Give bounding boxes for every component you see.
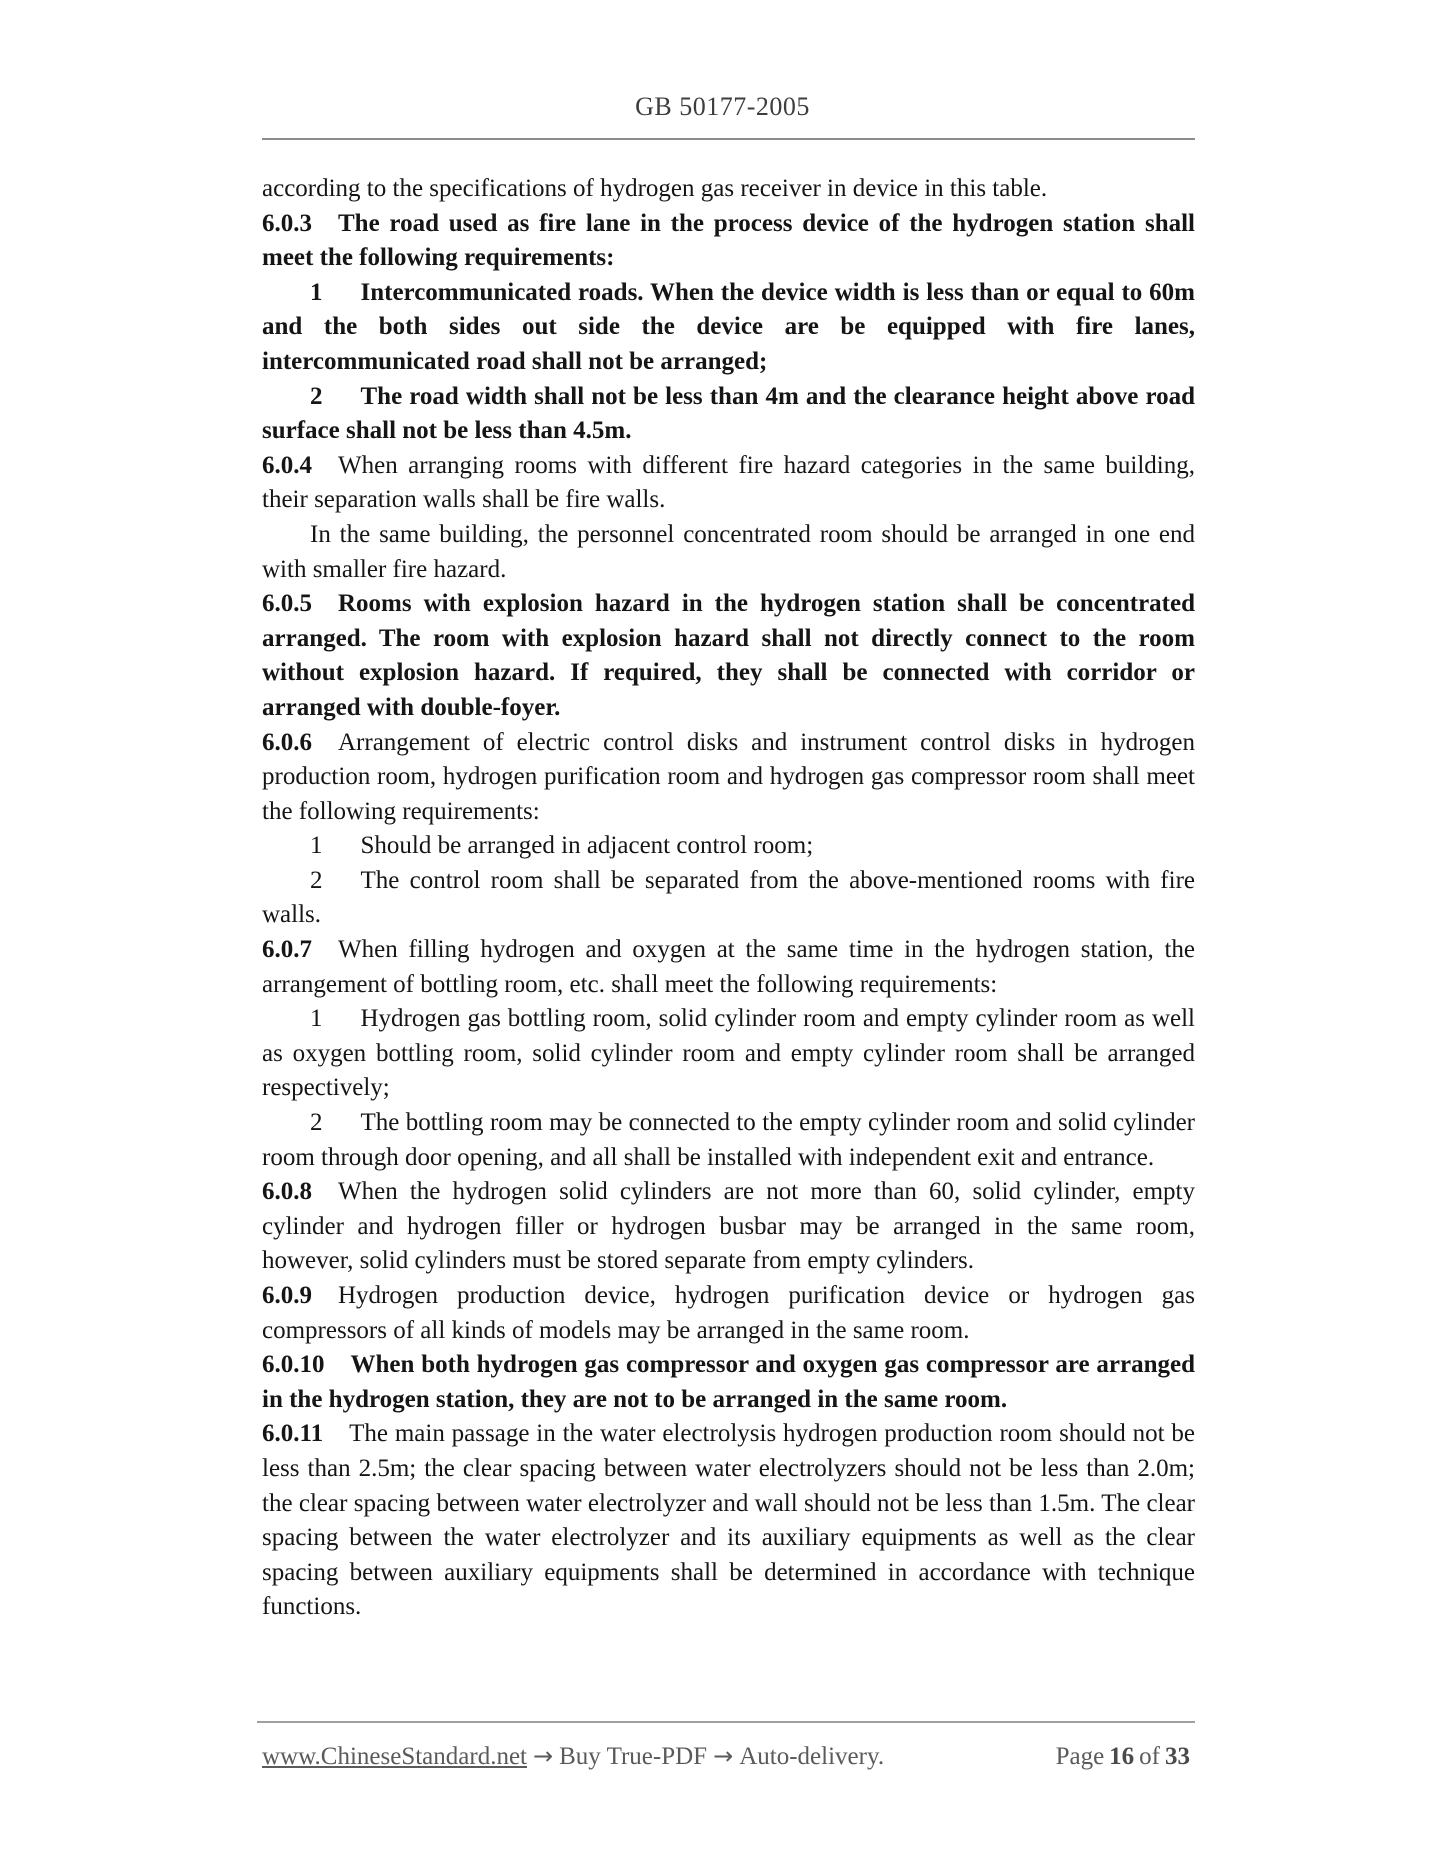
paragraph-2 xyxy=(262,864,1195,933)
paragraph-text: Intercommunicated roads. When the device width is less than or equal to 60m and the both sides out side the device are be equipped with fire lanes, intercommunicated road shall not be arranged; xyxy=(262,278,1195,375)
paragraph-6.0.9 xyxy=(262,1279,1195,1348)
paragraph-6.0.5 xyxy=(262,587,1195,725)
page-indicator xyxy=(1056,1743,1195,1771)
paragraph-text: When both hydrogen gas compressor and oxygen gas compressor are arranged in the hydrogen station, they are not to be arranged in the same room. xyxy=(262,1351,1195,1413)
paragraph-6.0.11 xyxy=(262,1417,1195,1625)
paragraph-text: In the same building, the personnel concentrated room should be arranged in one end with smaller fire hazard. xyxy=(262,520,1195,583)
paragraph-label: 2 xyxy=(310,866,323,894)
document-body xyxy=(262,172,1195,1625)
paragraph-6.0.4 xyxy=(262,449,1195,518)
paragraph-label: 6.0.7 xyxy=(262,936,312,964)
standard-number: GB 50177-2005 xyxy=(635,92,810,121)
paragraph-label: 6.0.9 xyxy=(262,1282,312,1309)
paragraph-label: 6.0.3 xyxy=(262,209,312,237)
auto-delivery-label: Auto-delivery. xyxy=(739,1743,885,1770)
page-label: Page xyxy=(1055,1743,1105,1770)
paragraph-6.0.8 xyxy=(262,1175,1195,1279)
paragraph-text: Rooms with explosion hazard in the hydrogen station shall be concentrated arranged. The room with explosion hazard shall not directly connect to the room without explosion hazard. If required, they shall be connected with corridor or arranged with double-foyer. xyxy=(262,590,1195,721)
paragraph-0 xyxy=(262,172,1195,207)
paragraph-label: 6.0.5 xyxy=(262,590,312,618)
paragraph-2 xyxy=(262,1106,1195,1175)
paragraph-label: 6.0.4 xyxy=(262,451,312,479)
header-divider xyxy=(262,138,1195,140)
paragraph-6.0.7 xyxy=(262,933,1195,1002)
buy-true-pdf-label: Buy True-PDF xyxy=(559,1743,708,1770)
paragraph-6.0.3 xyxy=(262,207,1195,276)
paragraph-6.0.6 xyxy=(262,726,1195,830)
page-current: 16 xyxy=(1109,1743,1135,1770)
paragraph-text: When arranging rooms with different fire hazard categories in the same building, their separation walls shall be fire walls. xyxy=(262,451,1195,514)
paragraph-1 xyxy=(262,1002,1195,1106)
paragraph-text: When the hydrogen solid cylinders are not more than 60, solid cylinder, empty cylinder and hydrogen filler or hydrogen busbar may be arranged in the same room, however, solid cylinders must be stored separate from empty cylinders. xyxy=(262,1178,1195,1275)
arrow-icon: → xyxy=(713,1742,734,1770)
paragraph-label: 6.0.10 xyxy=(262,1351,325,1379)
paragraph-text: When filling hydrogen and oxygen at the same time in the hydrogen station, the arrangement of bottling room, etc. shall meet the following requirements: xyxy=(262,936,1195,998)
footer-left xyxy=(262,1742,884,1771)
paragraph-1 xyxy=(262,829,1195,864)
paragraph-text: The main passage in the water electrolysis hydrogen production room should not be less than 2.5m; the clear spacing between water electrolyzers should not be less than 2.0m; the clear spacing between water electrolyzer and wall should not be less than 1.5m. The clear spacing between the water electrolyzer and its auxiliary equipments as well as the clear spacing between auxiliary equipments shall be determined in accordance with technique functions. xyxy=(262,1420,1195,1621)
paragraph-text: according to the specifications of hydrogen gas receiver in device in this table. xyxy=(262,175,1048,202)
footer-divider xyxy=(257,1721,1195,1723)
paragraph-label: 1 xyxy=(310,1005,323,1033)
paragraph-text: The bottling room may be connected to the empty cylinder room and solid cylinder room through door opening, and all shall be installed with independent exit and entrance. xyxy=(262,1109,1195,1171)
footer xyxy=(262,1742,1195,1771)
paragraph-text: Should be arranged in adjacent control room; xyxy=(360,832,814,860)
arrow-icon: → xyxy=(533,1742,554,1770)
paragraph-1 xyxy=(262,276,1195,380)
paragraph-label: 2 xyxy=(310,382,323,410)
of-label: of xyxy=(1139,1743,1160,1770)
paragraph-label: 6.0.11 xyxy=(262,1420,324,1448)
paragraph-text: Hydrogen production device, hydrogen purification device or hydrogen gas compressors of all kinds of models may be arranged in the same room. xyxy=(262,1282,1195,1344)
paragraph-label: 6.0.8 xyxy=(262,1178,312,1206)
paragraph-text: The road used as fire lane in the process device of the hydrogen station shall meet the following requirements: xyxy=(262,209,1195,272)
paragraph-6.0.10 xyxy=(262,1348,1195,1417)
paragraph-text: The control room shall be separated from the above-mentioned rooms with fire walls. xyxy=(262,866,1195,929)
paragraph-text: The road width shall not be less than 4m and the clearance height above road surface shall not be less than 4.5m. xyxy=(262,382,1195,445)
paragraph-label: 1 xyxy=(310,278,323,306)
paragraph-2 xyxy=(262,380,1195,449)
paragraph-5 xyxy=(262,518,1195,587)
paragraph-text: Arrangement of electric control disks and instrument control disks in hydrogen production room, hydrogen purification room and hydrogen gas compressor room shall meet the following requirements: xyxy=(262,728,1195,825)
page-total: 33 xyxy=(1165,1743,1190,1770)
paragraph-label: 2 xyxy=(310,1109,323,1137)
paragraph-label: 1 xyxy=(310,832,323,860)
paragraph-text: Hydrogen gas bottling room, solid cylinder room and empty cylinder room as well as oxygen bottling room, solid cylinder room and empty cylinder room shall be arranged respectively; xyxy=(262,1005,1195,1102)
paragraph-label: 6.0.6 xyxy=(262,728,312,756)
website-link[interactable]: www.ChineseStandard.net xyxy=(262,1743,527,1770)
